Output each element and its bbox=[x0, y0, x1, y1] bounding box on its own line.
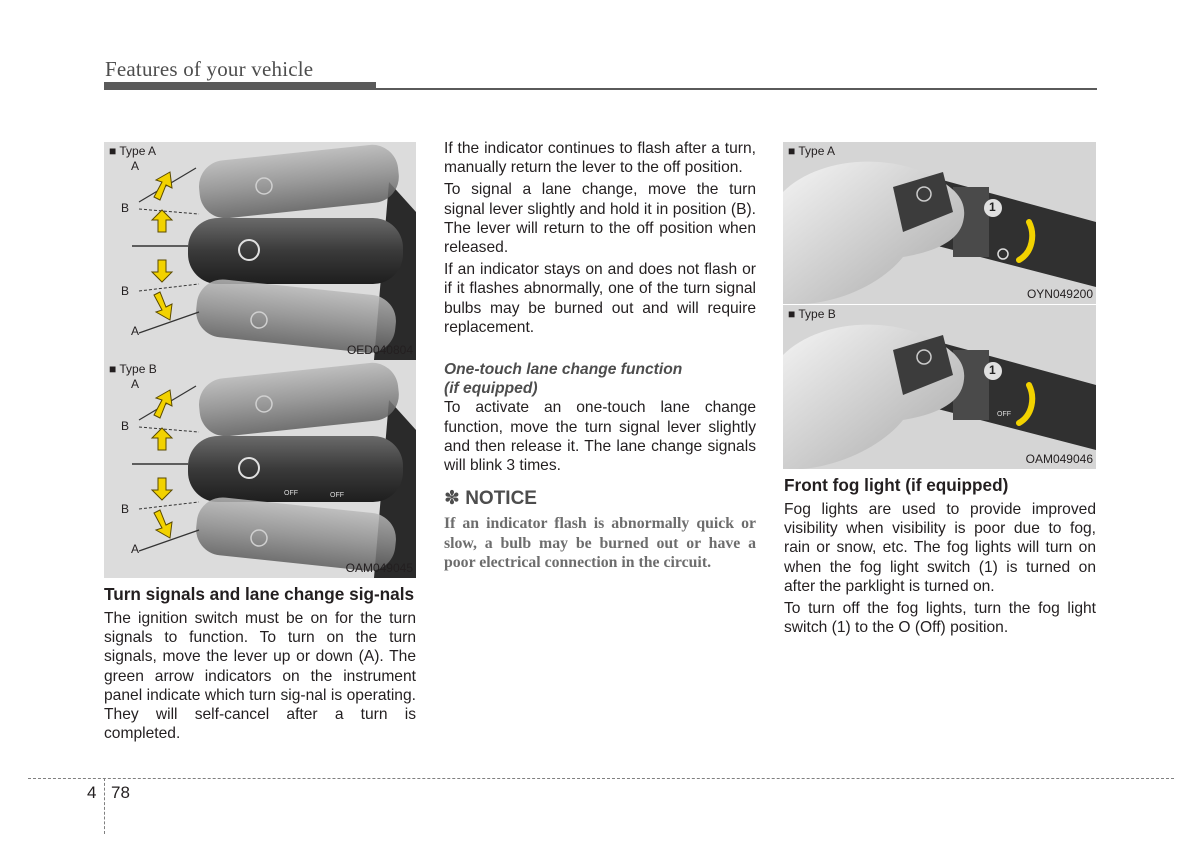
paragraph: To activate an one-touch lane change function, move the turn signal lever slightly and then release it. The lane change signals will blink 3 times. bbox=[444, 399, 756, 475]
paragraph: Fog lights are used to provide improved visibility when visibility is poor due to fog, rain or snow, etc. The fog lights will turn on when the fog light switch (1) is turned on after the parklight is turned on. bbox=[784, 501, 1096, 595]
arrow-down-a-icon bbox=[154, 292, 172, 320]
arrow-up-a-icon bbox=[154, 172, 172, 200]
paragraph: The ignition switch must be on for the turn signals to function. To turn on the turn signals, move the lever up or down (A). The green arrow indicators on the instrument panel indicate which turn sig-nal is operating. They will self-cancel after a turn is completed. bbox=[104, 610, 416, 743]
figure-code: OYN049200 bbox=[1026, 287, 1093, 301]
off-marking: OFF bbox=[284, 490, 298, 497]
figure-label: ■ Type A bbox=[788, 144, 836, 158]
figure-code: OAM049045 bbox=[345, 561, 413, 575]
turn-signal-lever-illustration bbox=[104, 142, 416, 360]
arrow-down-b-icon bbox=[152, 478, 172, 500]
fog-light-switch-illustration bbox=[783, 142, 1096, 304]
figure-fog-switch-type-b bbox=[783, 305, 1096, 469]
figure-code: OED040804 bbox=[346, 343, 413, 357]
paragraph: If the indicator continues to flash after a turn, manually return the lever to the off position. bbox=[444, 140, 756, 177]
lever-upper-ghost bbox=[196, 360, 401, 439]
column-left-text bbox=[104, 584, 416, 746]
paragraph: To turn off the fog lights, turn the fog light switch (1) to the O (Off) position. bbox=[784, 600, 1096, 637]
callout-number-label: 1 bbox=[989, 363, 996, 377]
figure-fog-switch-type-a bbox=[783, 142, 1096, 304]
arrow-up-a-icon bbox=[154, 390, 172, 418]
header-rule-thick bbox=[104, 82, 376, 90]
notice-body: If an indicator flash is abnormally quick or slow, a bulb may be burned out or have a poor electrical connection in the circuit. bbox=[444, 515, 756, 571]
figure-label: ■ Type B bbox=[109, 362, 157, 376]
arrow-down-a-icon bbox=[154, 510, 172, 538]
paragraph: If an indicator stays on and does not flash or if it flashes abnormally, one of the turn signal bulbs may be burned out and will require replacement. bbox=[444, 261, 756, 336]
column-right-text bbox=[784, 475, 1096, 640]
position-label-a-top: A bbox=[131, 159, 140, 173]
arrow-up-b-icon bbox=[152, 210, 172, 232]
off-marking: OFF bbox=[330, 492, 344, 499]
callout-number-label: 1 bbox=[989, 200, 996, 214]
chapter-number: 4 bbox=[87, 783, 97, 802]
section-heading-fog-light: Front fog light (if equipped) bbox=[784, 475, 1009, 495]
figure-code: OAM049046 bbox=[1025, 452, 1093, 466]
arrow-down-b-icon bbox=[152, 260, 172, 282]
figure-type-b-levers bbox=[104, 360, 416, 578]
figure-label: ■ Type B bbox=[788, 307, 836, 321]
position-label-b-top: B bbox=[121, 201, 130, 215]
position-label-b-top: B bbox=[121, 419, 130, 433]
sub-heading-if-equipped: (if equipped) bbox=[444, 380, 538, 398]
running-header-title: Features of your vehicle bbox=[105, 57, 314, 81]
section-heading-turn-signals: Turn signals and lane change sig-nals bbox=[104, 584, 415, 604]
turn-signal-lever-illustration bbox=[104, 360, 416, 578]
column-middle-text bbox=[444, 139, 756, 572]
fog-light-switch-illustration bbox=[783, 305, 1096, 469]
notice-title: ✽ NOTICE bbox=[444, 488, 537, 510]
position-label-a-bottom: A bbox=[131, 324, 140, 338]
page-number: 78 bbox=[111, 783, 130, 802]
off-marking: OFF bbox=[997, 411, 1011, 418]
figure-type-a-levers bbox=[104, 142, 416, 360]
position-label-a-bottom: A bbox=[131, 542, 140, 556]
header-rule-thin bbox=[376, 88, 1097, 90]
paragraph: To signal a lane change, move the turn signal lever slightly and hold it in position (B). The lever will return to the off position when released. bbox=[444, 181, 756, 257]
arrow-up-b-icon bbox=[152, 428, 172, 450]
lever-upper-ghost bbox=[196, 142, 401, 221]
footer-dashed-divider bbox=[104, 778, 105, 834]
sub-heading-one-touch: One-touch lane change function bbox=[444, 361, 683, 379]
figure-label: ■ Type A bbox=[109, 144, 157, 158]
position-label-a-top: A bbox=[131, 377, 140, 391]
lever-center bbox=[188, 218, 403, 284]
footer-dashed-rule bbox=[28, 778, 1174, 779]
position-label-b-bottom: B bbox=[121, 284, 130, 298]
position-label-b-bottom: B bbox=[121, 502, 130, 516]
